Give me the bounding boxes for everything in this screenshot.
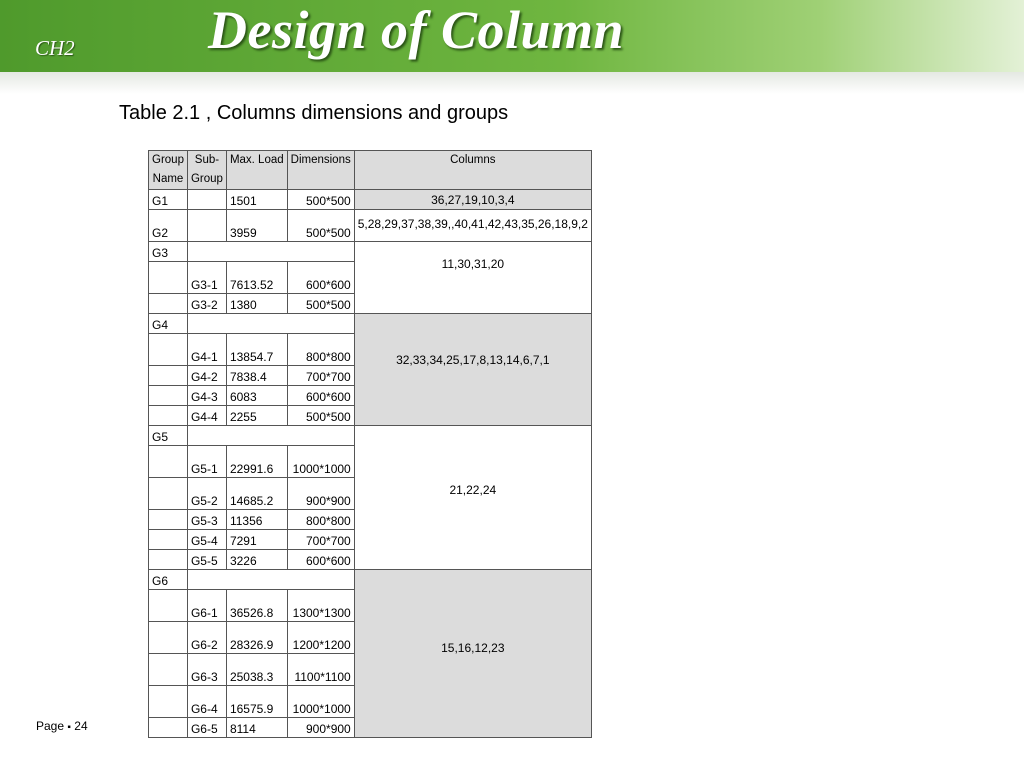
max-load: 3959 <box>226 210 287 242</box>
dimensions: 600*600 <box>287 550 354 570</box>
sub-group: G6-5 <box>187 718 226 738</box>
header-max-load: Max. Load <box>226 151 287 190</box>
group-name: G2 <box>149 210 188 242</box>
max-load: 25038.3 <box>226 654 287 686</box>
dimensions: 500*500 <box>287 190 354 210</box>
columns-list-text: 32,33,34,25,17,8,13,14,6,7,1 <box>396 352 550 367</box>
max-load: 1380 <box>226 294 287 314</box>
columns-list-text: 21,22,24 <box>449 482 497 497</box>
max-load: 22991.6 <box>226 446 287 478</box>
columns-list <box>354 570 591 738</box>
columns-list <box>354 314 591 426</box>
max-load: 7291 <box>226 530 287 550</box>
columns-list: 5,28,29,37,38,39,,40,41,42,43,35,26,18,9,2 <box>354 210 591 242</box>
dimensions: 1200*1200 <box>287 622 354 654</box>
columns-list <box>354 242 591 314</box>
group-name <box>149 654 188 686</box>
max-load: 8114 <box>226 718 287 738</box>
max-load: 11356 <box>226 510 287 530</box>
max-load: 14685.2 <box>226 478 287 510</box>
max-load: 1501 <box>226 190 287 210</box>
sub-group: G3-2 <box>187 294 226 314</box>
group-name <box>149 294 188 314</box>
group-spacer <box>187 426 354 446</box>
max-load: 13854.7 <box>226 334 287 366</box>
sub-group: G4-4 <box>187 406 226 426</box>
sub-group: G4-3 <box>187 386 226 406</box>
sub-group: G5-5 <box>187 550 226 570</box>
header-group-line1: Group <box>152 154 184 166</box>
sub-group: G4-2 <box>187 366 226 386</box>
dimensions: 500*500 <box>287 294 354 314</box>
dimensions: 1300*1300 <box>287 590 354 622</box>
page-footer <box>36 719 88 733</box>
columns-list-text: 15,16,12,23 <box>441 640 505 655</box>
group-name <box>149 550 188 570</box>
group-name: G4 <box>149 314 188 334</box>
group-name <box>149 590 188 622</box>
header-sub-line2: Group <box>190 173 223 185</box>
group-name: G3 <box>149 242 188 262</box>
group-name <box>149 478 188 510</box>
chapter-label: CH2 <box>35 36 75 60</box>
dimensions: 1000*1000 <box>287 446 354 478</box>
columns-list: 36,27,19,10,3,4 <box>354 190 591 210</box>
group-spacer <box>187 314 354 334</box>
sub-group: G6-3 <box>187 654 226 686</box>
columns-list-text: 11,30,31,20 <box>441 256 505 271</box>
dimensions: 500*500 <box>287 406 354 426</box>
max-load: 28326.9 <box>226 622 287 654</box>
header-group-line2: Name <box>152 173 184 185</box>
group-name <box>149 334 188 366</box>
dimensions: 700*700 <box>287 530 354 550</box>
dimensions: 600*600 <box>287 386 354 406</box>
group-name <box>149 530 188 550</box>
sub-group: G6-1 <box>187 590 226 622</box>
sub-group: G6-4 <box>187 686 226 718</box>
table-row <box>149 242 592 262</box>
group-spacer <box>187 570 354 590</box>
sub-group: G5-4 <box>187 530 226 550</box>
group-name <box>149 622 188 654</box>
sub-group: G5-3 <box>187 510 226 530</box>
dimensions: 600*600 <box>287 262 354 294</box>
bullet-icon: ▪ <box>67 722 71 733</box>
sub-group: G4-1 <box>187 334 226 366</box>
sub-group <box>187 190 226 210</box>
header-dimensions: Dimensions <box>287 151 354 190</box>
dimensions: 700*700 <box>287 366 354 386</box>
dimensions: 1100*1100 <box>287 654 354 686</box>
group-name <box>149 686 188 718</box>
dimensions: 1000*1000 <box>287 686 354 718</box>
header-group-name <box>149 151 188 190</box>
page-number: 24 <box>74 719 88 733</box>
page-label: Page <box>36 719 65 733</box>
group-name <box>149 366 188 386</box>
columns-table <box>148 150 592 738</box>
group-name: G1 <box>149 190 188 210</box>
dimensions: 900*900 <box>287 478 354 510</box>
table-row <box>149 570 592 590</box>
max-load: 7613.52 <box>226 262 287 294</box>
table-row <box>149 314 592 334</box>
sub-group: G5-1 <box>187 446 226 478</box>
dimensions: 500*500 <box>287 210 354 242</box>
dimensions: 800*800 <box>287 510 354 530</box>
table-row <box>149 190 592 210</box>
header-sub-group <box>187 151 226 190</box>
header-columns: Columns <box>354 151 591 190</box>
sub-group <box>187 210 226 242</box>
page-title: Design of Column <box>208 0 625 60</box>
table-header-row <box>149 151 592 190</box>
group-name <box>149 406 188 426</box>
table-row <box>149 210 592 242</box>
group-name: G6 <box>149 570 188 590</box>
max-load: 36526.8 <box>226 590 287 622</box>
table-caption: Table 2.1 , Columns dimensions and groups <box>119 102 509 124</box>
max-load: 16575.9 <box>226 686 287 718</box>
sub-group: G3-1 <box>187 262 226 294</box>
group-name <box>149 510 188 530</box>
group-name <box>149 262 188 294</box>
columns-list <box>354 426 591 570</box>
dimensions: 800*800 <box>287 334 354 366</box>
group-name <box>149 446 188 478</box>
group-name <box>149 386 188 406</box>
group-name <box>149 718 188 738</box>
sub-group: G6-2 <box>187 622 226 654</box>
table-row <box>149 426 592 446</box>
max-load: 2255 <box>226 406 287 426</box>
header-sub-line1: Sub- <box>194 154 220 166</box>
max-load: 6083 <box>226 386 287 406</box>
group-name: G5 <box>149 426 188 446</box>
max-load: 3226 <box>226 550 287 570</box>
dimensions: 900*900 <box>287 718 354 738</box>
max-load: 7838.4 <box>226 366 287 386</box>
group-spacer <box>187 242 354 262</box>
sub-group: G5-2 <box>187 478 226 510</box>
